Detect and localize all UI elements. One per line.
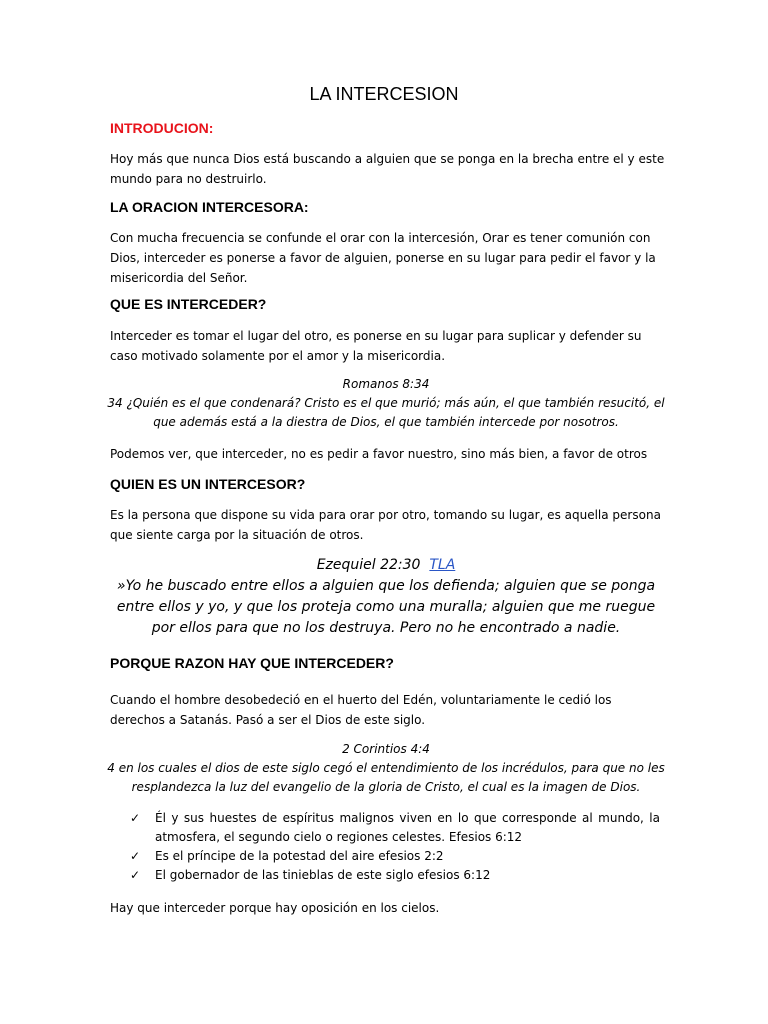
closing-paragraph: Hay que interceder porque hay oposición en los cielos. (110, 901, 440, 915)
tla-link[interactable]: TLA (429, 557, 456, 573)
list-item: ✓ El gobernador de las tinieblas de este siglo efesios 6:12 (130, 866, 660, 885)
quien-heading: QUIEN ES UN INTERCESOR? (110, 476, 306, 492)
intro-paragraph: Hoy más que nunca Dios está buscando a alguien que se ponga en la brecha entre el y este mundo para no destruirlo. (110, 152, 665, 186)
checkmark-icon: ✓ (130, 868, 141, 882)
intro-heading: INTRODUCION: (110, 120, 214, 136)
verse-text: 34 ¿Quién es el que condenará? Cristo es el que murió; más aún, el que también resucitó, el que además está a la diestra de Dios, el que también intercede por nosotros. (107, 396, 665, 429)
oracion-heading: LA ORACION INTERCESORA: (110, 199, 309, 215)
verse-reference: Romanos 8:34 (342, 377, 430, 391)
verse-reference: 2 Corintios 4:4 (342, 742, 430, 756)
verse-reference: Ezequiel 22:30 (316, 557, 421, 573)
corintios-verse (104, 740, 668, 797)
romanos-verse (104, 375, 668, 432)
list-item: ✓ Él y sus huestes de espíritus malignos viven en lo que corresponde al mundo, la atmosfera, el segundo cielo o regiones celestes. Efesios 6:12 (130, 811, 660, 844)
verse-text: 4 en los cuales el dios de este siglo cegó el entendimiento de los incrédulos, para que no les resplandezca la luz del evangelio de la gloria de Cristo, el cual es la imagen de Dios. (107, 761, 665, 794)
que-es-conclusion: Podemos ver, que interceder, no es pedir a favor nuestro, sino más bien, a favor de otros (110, 447, 648, 461)
oracion-paragraph: Con mucha frecuencia se confunde el orar con la intercesión, Orar es tener comunión con Dios, interceder es ponerse a favor de alguien, ponerse en su lugar para pedir el favor y la misericordia del Señor. (110, 231, 656, 285)
quien-paragraph: Es la persona que dispone su vida para orar por otro, tomando su lugar, es aquella persona que siente carga por la situación de otros. (110, 508, 661, 542)
ezequiel-verse (104, 555, 668, 639)
checkmark-icon: ✓ (130, 849, 141, 863)
razon-paragraph: Cuando el hombre desobedeció en el huerto del Edén, voluntariamente le cedió los derechos a Satanás. Pasó a ser el Dios de este siglo. (110, 693, 612, 727)
list-item: ✓ Es el príncipe de la potestad del aire efesios 2:2 (130, 847, 660, 866)
verse-reference-line (104, 555, 668, 576)
razon-heading: PORQUE RAZON HAY QUE INTERCEDER? (110, 655, 394, 671)
bullet-list (130, 809, 660, 885)
que-es-heading: QUE ES INTERCEDER? (110, 296, 267, 312)
que-es-paragraph: Interceder es tomar el lugar del otro, es ponerse en su lugar para suplicar y defender su caso motivado solamente por el amor y la misericordia. (110, 329, 642, 363)
verse-text: »Yo he buscado entre ellos a alguien que los defienda; alguien que se ponga entre ellos y yo, y que los proteja como una muralla; alguien que me ruegue por ellos para que no los destruya. Pero no he encontrado a nadie. (116, 578, 656, 636)
checkmark-icon: ✓ (130, 811, 141, 825)
document-title: LA INTERCESION (309, 84, 459, 104)
